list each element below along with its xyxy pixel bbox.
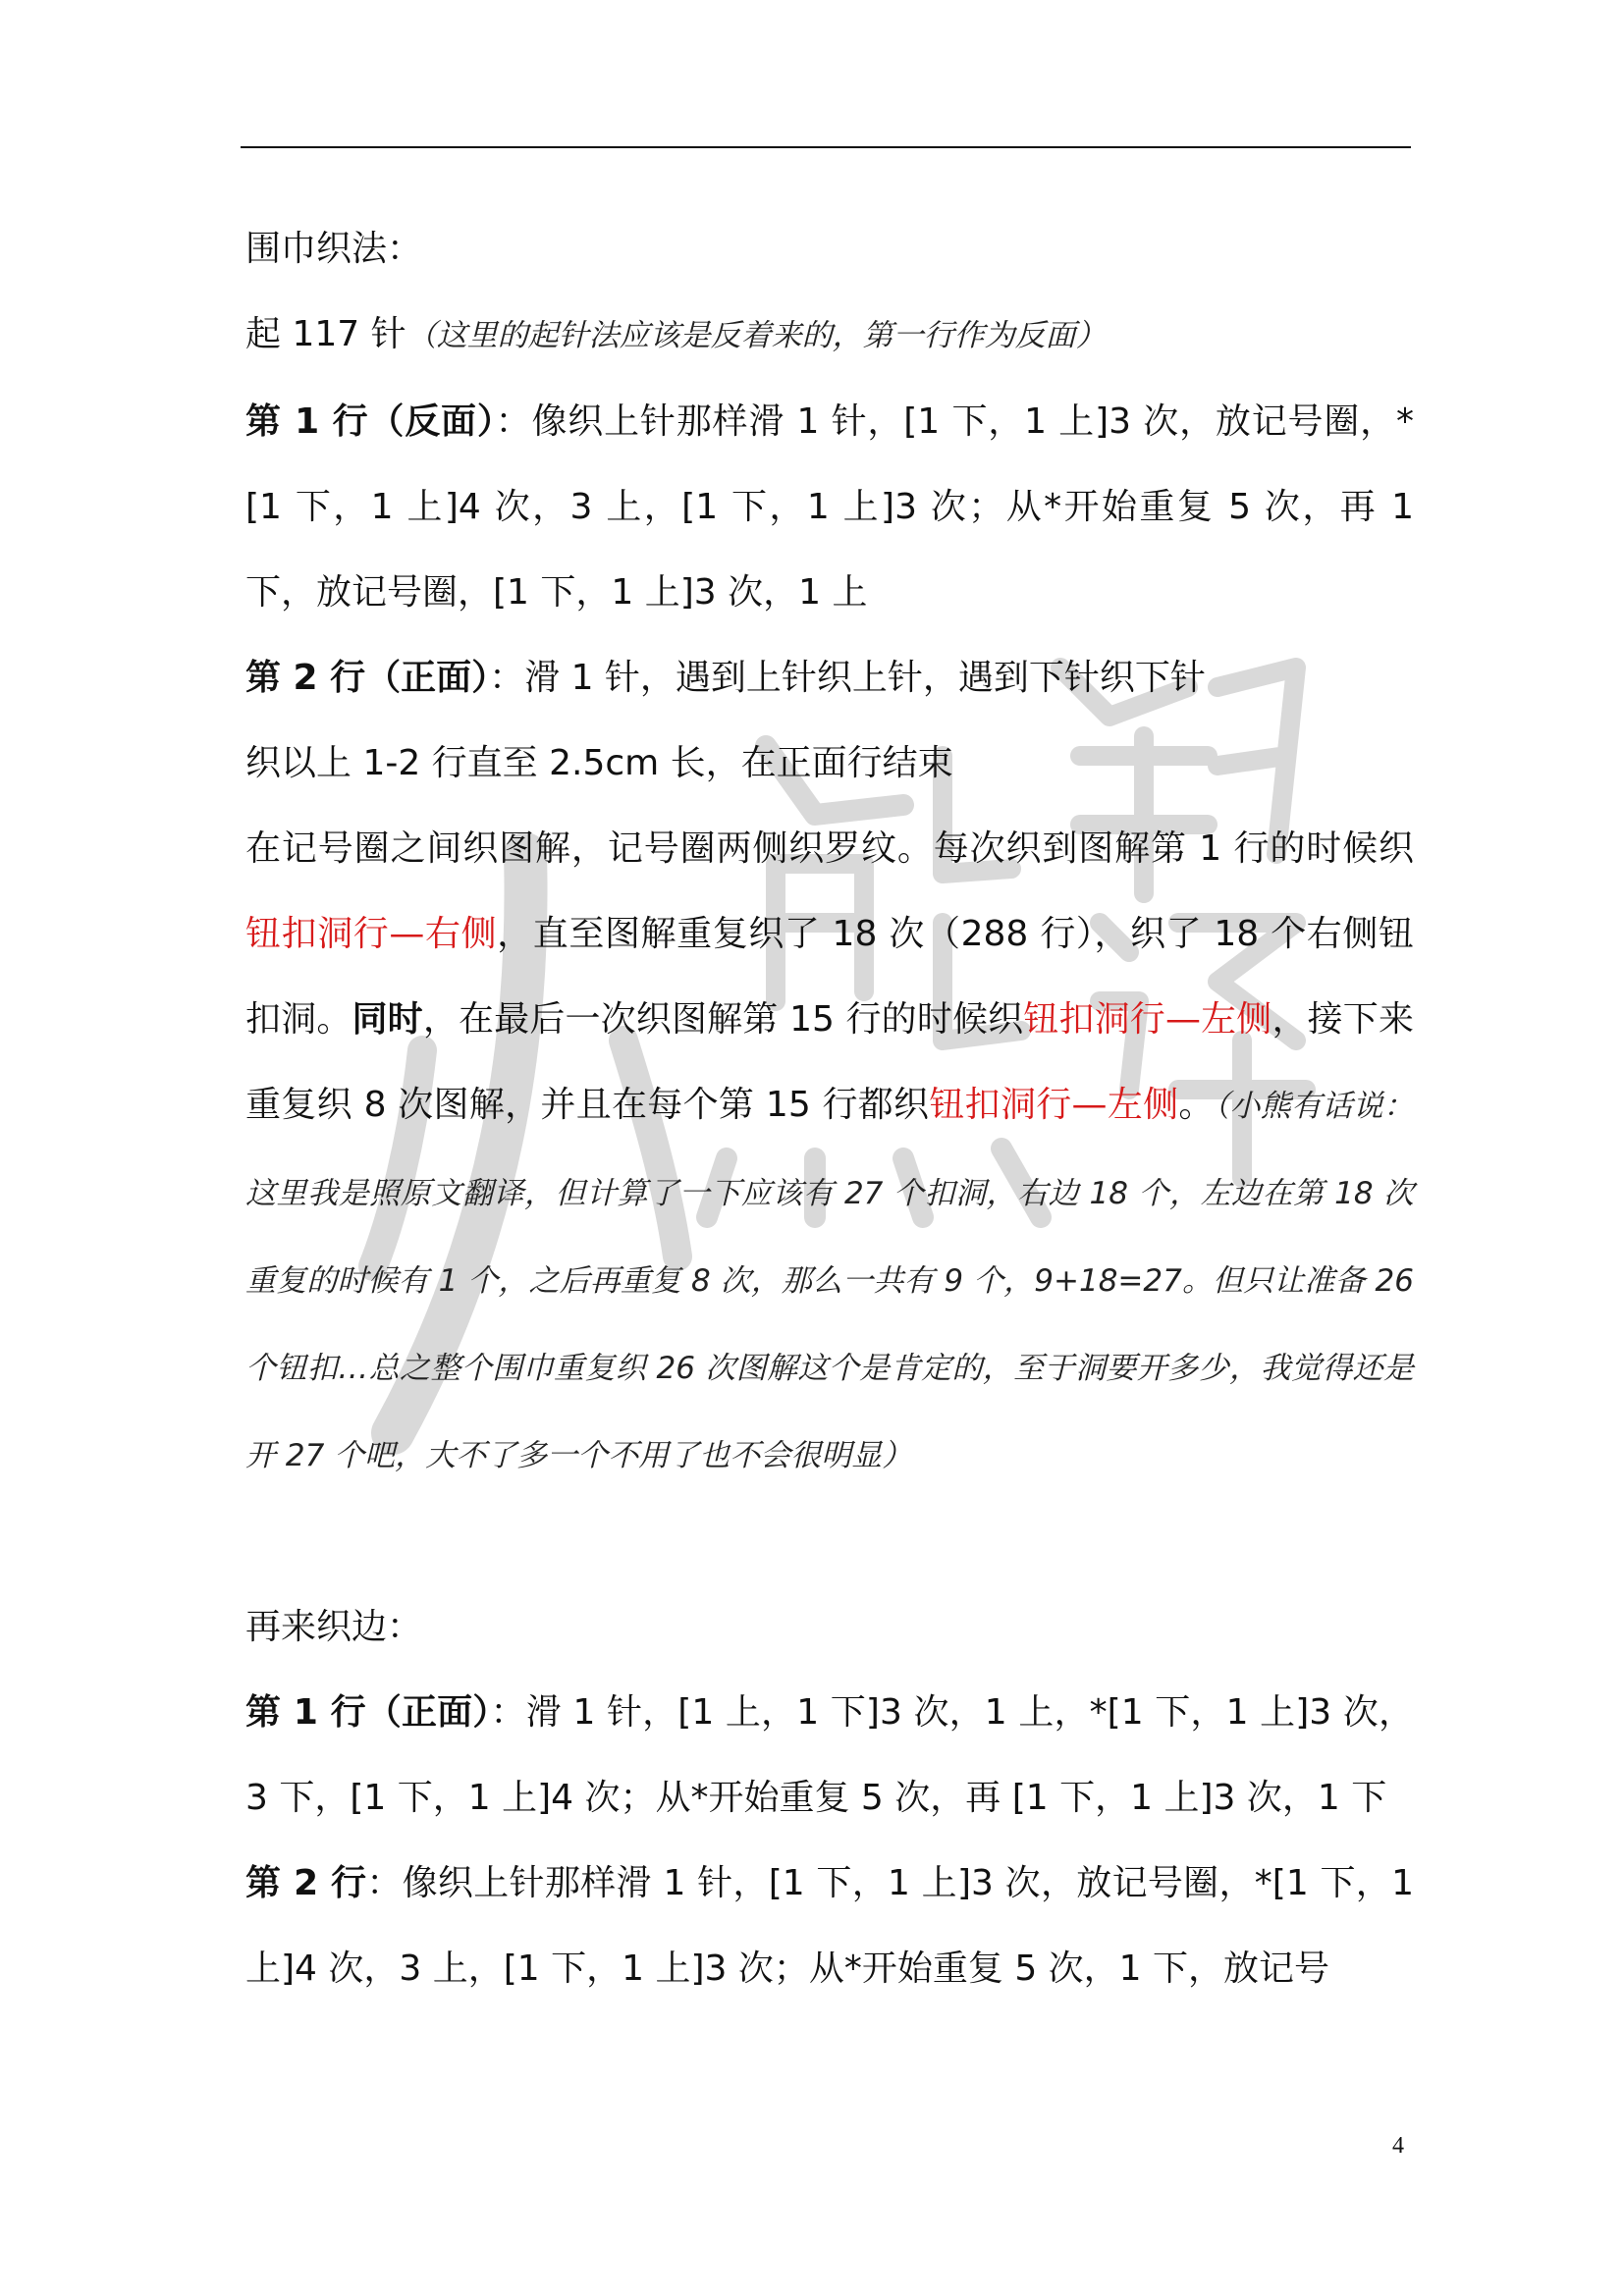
chart-text: ，接下来重复织 8 次图解，并且在每个第 15 行都织 — [245, 999, 1414, 1125]
section-title-edge: 再来织边： — [245, 1607, 423, 1647]
chart-text: 在记号圈之间织图解，记号圈两侧织罗纹。每次织到图解第 1 行的时候织 — [245, 828, 1414, 869]
edge-row-1 — [245, 1670, 1414, 1841]
chart-text: ，直至图解重复织了 18 次（288 行），织了 18 个右侧钮扣洞。 — [245, 914, 1414, 1040]
row-label: 第 1 行（反面） — [245, 401, 496, 442]
scarf-row-1 — [245, 379, 1414, 635]
translator-note: （小熊有话说：这里我是照原文翻译，但计算了一下应该有 27 个扣洞，右边 18 个，左边在第 18 次重复的时候有 1 个，之后再重复 8 次，那么一共有 9 个，9+18=27。但只让准备 26 个钮扣…总之整个围巾重复织 26 次图解这个是肯定的，至于洞要开多少，我觉得还是开 27 个吧，大不了多一个不用了也不会很明显） — [245, 1089, 1414, 1473]
cast-on-line — [245, 292, 1414, 379]
buttonhole-right-term: 钮扣洞行—右侧 — [245, 914, 498, 954]
section-title-scarf: 围巾织法： — [245, 229, 423, 269]
row-label: 第 2 行（正面） — [245, 658, 490, 698]
row-instructions: ：滑 1 针，[1 上，1 下]3 次，1 上，*[1 下，1 上]3 次，3 下，[1 下，1 上]4 次；从*开始重复 5 次，再 [1 下，1 上]3 次，1 下 — [245, 1692, 1414, 1818]
buttonhole-left-term: 钮扣洞行—左侧 — [929, 1085, 1179, 1125]
edge-row-2 — [245, 1841, 1414, 2011]
chart-paragraph — [245, 806, 1414, 1499]
buttonhole-left-term: 钮扣洞行—左侧 — [1023, 999, 1272, 1040]
section-gap — [245, 1499, 1414, 1584]
scarf-row-2 — [245, 635, 1414, 721]
row-instructions: ：像织上针那样滑 1 针，[1 下，1 上]3 次，放记号圈，*[1 下，1 上]4 次，3 上，[1 下，1 上]3 次；从*开始重复 5 次，再 1 下，放记号圈，[1 下，1 上]3 次，1 上 — [245, 401, 1414, 613]
at-same-time-term: 同时 — [352, 999, 423, 1040]
row-instructions: ：像织上针那样滑 1 针，[1 下，1 上]3 次，放记号圈，*[1 下，1 上]4 次，3 上，[1 下，1 上]3 次；从*开始重复 5 次，1 下，放记号 — [245, 1863, 1414, 1989]
page-number: 4 — [1392, 2133, 1404, 2159]
chart-text: 。 — [1178, 1085, 1215, 1125]
cast-on-text: 起 117 针 — [245, 314, 406, 354]
row-instructions: ：滑 1 针，遇到上针织上针，遇到下针织下针 — [489, 658, 1206, 698]
cast-on-note: （这里的起针法应该是反着来的，第一行作为反面） — [406, 318, 1107, 353]
document-body — [245, 206, 1414, 2011]
chart-text: ，在最后一次织图解第 15 行的时候织 — [422, 999, 1024, 1040]
row-label: 第 1 行（正面） — [245, 1692, 491, 1733]
header-rule — [241, 146, 1411, 148]
row-label: 第 2 行 — [245, 1863, 367, 1903]
repeat-instruction: 织以上 1-2 行直至 2.5cm 长，在正面行结束 — [245, 743, 953, 783]
